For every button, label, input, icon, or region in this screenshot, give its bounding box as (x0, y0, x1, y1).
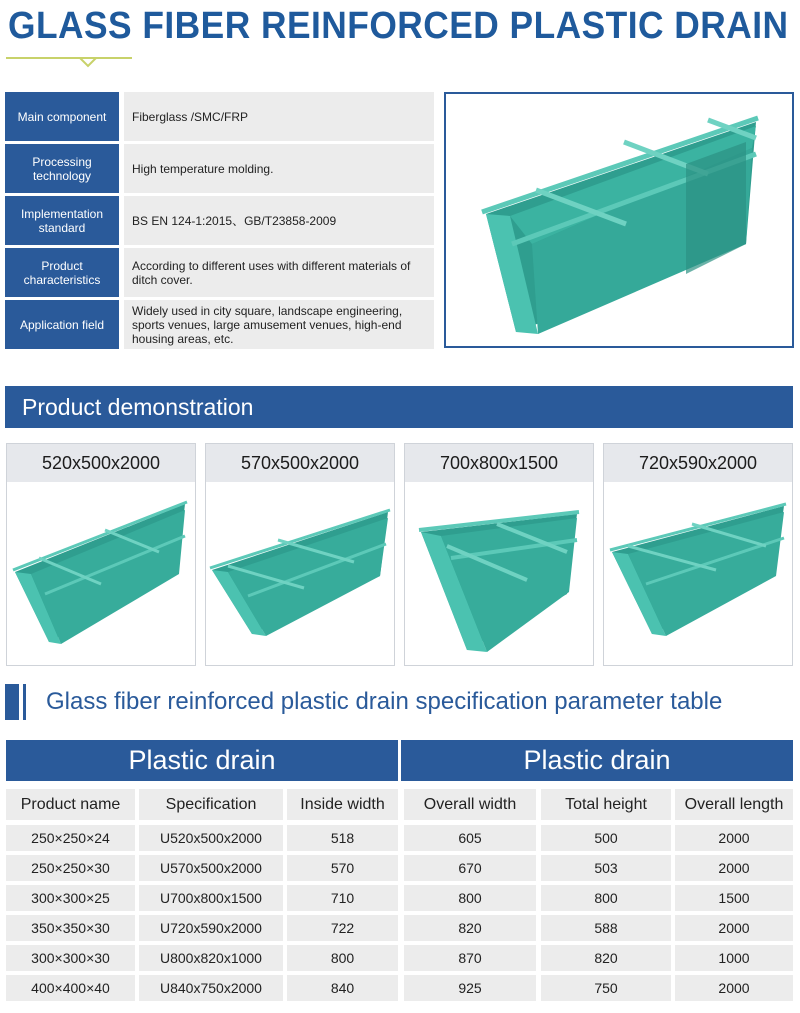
frp-drain-channel-image (9, 484, 193, 664)
table-cell: U700x800x1500 (139, 885, 283, 911)
table-group-header-right: Plastic drain (401, 740, 793, 781)
table-cell: 300×300×25 (6, 885, 135, 911)
table-cell: 925 (404, 975, 536, 1001)
info-value: High temperature molding. (124, 144, 434, 193)
frp-drain-channel-image (606, 484, 790, 664)
info-value: Fiberglass /SMC/FRP (124, 92, 434, 141)
frp-drain-channel-image (407, 484, 591, 664)
info-row-processing-technology (5, 144, 434, 193)
column-header-overall-width: Overall width (404, 789, 536, 820)
table-cell: 1500 (675, 885, 793, 911)
table-cell: 2000 (675, 915, 793, 941)
table-cell: 400×400×40 (6, 975, 135, 1001)
spec-table-title: Glass fiber reinforced plastic drain specification parameter table (46, 688, 723, 715)
frp-drain-channel-image (208, 484, 392, 664)
table-cell: 820 (541, 945, 671, 971)
table-cell: 570 (287, 855, 398, 881)
table-cell: 800 (541, 885, 671, 911)
table-cell: 503 (541, 855, 671, 881)
table-cell: 250×250×24 (6, 825, 135, 851)
table-cell: 300×300×30 (6, 945, 135, 971)
info-label: Application field (5, 300, 119, 349)
info-label: Main component (5, 92, 119, 141)
table-cell: 800 (287, 945, 398, 971)
info-label: Product characteristics (5, 248, 119, 297)
table-cell: 2000 (675, 975, 793, 1001)
product-demonstration-header: Product demonstration (5, 386, 793, 428)
page-title: GLASS FIBER REINFORCED PLASTIC DRAIN (8, 5, 789, 47)
table-cell: 670 (404, 855, 536, 881)
product-card (603, 443, 793, 666)
column-header-total-height: Total height (541, 789, 671, 820)
table-cell: U520x500x2000 (139, 825, 283, 851)
info-label: Processing technology (5, 144, 119, 193)
table-cell: 588 (541, 915, 671, 941)
info-row-implementation-standard (5, 196, 434, 245)
table-cell: 518 (287, 825, 398, 851)
table-cell: U800x820x1000 (139, 945, 283, 971)
table-cell: U720x590x2000 (139, 915, 283, 941)
table-cell: 500 (541, 825, 671, 851)
table-cell: 710 (287, 885, 398, 911)
info-row-product-characteristics (5, 248, 434, 297)
table-cell: 840 (287, 975, 398, 1001)
section-marker (5, 684, 19, 720)
column-header-inside-width: Inside width (287, 789, 398, 820)
table-cell: 605 (404, 825, 536, 851)
product-card (205, 443, 395, 666)
table-cell: 820 (404, 915, 536, 941)
table-cell: 350×350×30 (6, 915, 135, 941)
product-card (404, 443, 594, 666)
column-header-overall-length: Overall length (675, 789, 793, 820)
info-value: BS EN 124-1:2015、GB/T23858-2009 (124, 196, 434, 245)
column-header-specification: Specification (139, 789, 283, 820)
table-group-header-left: Plastic drain (6, 740, 398, 781)
frp-drain-channel-image (446, 94, 792, 346)
section-marker-line (23, 684, 26, 720)
table-cell: U840x750x2000 (139, 975, 283, 1001)
column-header-product-name: Product name (6, 789, 135, 820)
table-cell: U570x500x2000 (139, 855, 283, 881)
info-value: According to different uses with different materials of ditch cover. (124, 248, 434, 297)
hero-product-image (444, 92, 794, 348)
product-size-label: 720x590x2000 (604, 444, 792, 482)
table-cell: 722 (287, 915, 398, 941)
table-cell: 2000 (675, 855, 793, 881)
product-size-label: 570x500x2000 (206, 444, 394, 482)
table-cell: 1000 (675, 945, 793, 971)
info-row-main-component (5, 92, 434, 141)
table-cell: 250×250×30 (6, 855, 135, 881)
table-cell: 2000 (675, 825, 793, 851)
title-underline-decoration (6, 56, 132, 70)
table-cell: 870 (404, 945, 536, 971)
product-size-label: 700x800x1500 (405, 444, 593, 482)
product-size-label: 520x500x2000 (7, 444, 195, 482)
info-label: Implementation standard (5, 196, 119, 245)
table-cell: 800 (404, 885, 536, 911)
info-row-application-field (5, 300, 434, 349)
product-card (6, 443, 196, 666)
info-value: Widely used in city square, landscape engineering, sports venues, large amusement venues, high-end housing areas, etc. (124, 300, 434, 349)
table-cell: 750 (541, 975, 671, 1001)
